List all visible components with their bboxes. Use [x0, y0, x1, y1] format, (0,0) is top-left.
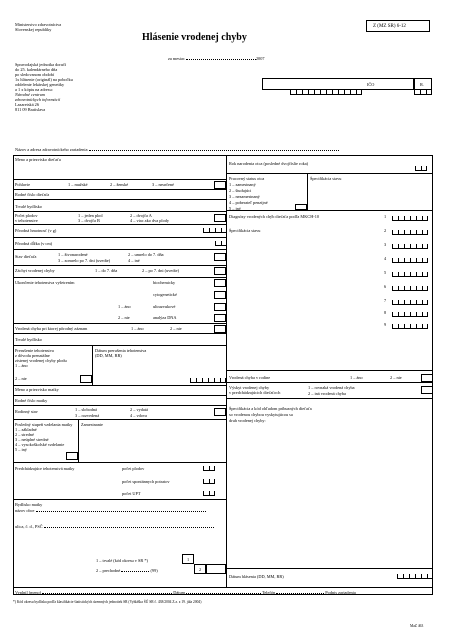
exposure-label: Výskyt vrodenej chyby — [229, 385, 270, 390]
termination-line: zistenej vrodenej chyby plodu — [15, 358, 67, 363]
instr-line: 811 09 Bratislava — [15, 107, 46, 112]
death-date-label: Záchyt vrodenej chyby — [15, 268, 55, 273]
extra-label: R. — [420, 82, 424, 87]
residence-2-label: Trvalé bydlisko — [15, 337, 42, 342]
congenital-option[interactable]: 2 – nie — [170, 326, 182, 331]
diagnosis-row-number: 2 — [384, 228, 387, 233]
diagnosis-spec-label: Špecifikácia stavu — [229, 228, 261, 233]
diagnosis-cells[interactable] — [392, 230, 428, 235]
filled-by-row[interactable]: Vyplnil (meno) Dátum Telefón Podpis zariadenia — [15, 590, 356, 595]
diagnosis-cells[interactable] — [392, 258, 428, 263]
autopsy-type: cytogenetické — [153, 292, 177, 297]
diagnosis-row-number: 6 — [384, 284, 387, 289]
marital-option[interactable]: 1 – slobodná — [75, 407, 97, 412]
instr-line: Lazaretská 26 — [15, 102, 39, 107]
pregnancy-type: počet spontánnych potratov — [122, 479, 170, 484]
consanguinity-label: Vrodená chyba v rodine — [229, 375, 271, 380]
page-title: Hlásenie vrodenej chyby — [142, 32, 247, 43]
termination-option[interactable]: 2 – nie — [15, 376, 27, 381]
termination-label: Prerušenie tehotenstva — [15, 348, 54, 353]
mother-residence-line-2[interactable]: 2 – prechodné (99) — [96, 568, 158, 573]
diagnosis-row-number: 8 — [384, 310, 387, 315]
father-option[interactable]: 3 – nezamestnaný — [229, 194, 260, 199]
births-count-label-2: v tehotenstve — [15, 218, 38, 223]
instr-line: Národné centrum — [15, 92, 46, 97]
ico-label: IČO — [367, 82, 375, 87]
death-option[interactable]: 2 – po 7. dni (uvedte) — [142, 268, 179, 273]
education-option[interactable]: 3 – neúplné stredné — [15, 437, 49, 442]
education-label: Posledný stupeň vzdelania matky — [15, 422, 73, 427]
births-option[interactable]: 2 – dvojča A — [130, 213, 152, 218]
father-status-label: Pracovný status otca — [229, 176, 265, 181]
autopsy-label: Ukončenie tehotenstva vyšetrením — [15, 280, 75, 285]
birth-year-label: Rok narodenia otca (posledné dvojčíslie roka) — [229, 161, 309, 166]
termination-date-label: Dátum prerušenia tehotenstva — [95, 348, 147, 353]
footnote: *) Kód okresu bydliska podľa klasifikácie štatistických územných jednotiek SR (Vyhláška ŠÚ SR č. 438/2004 Z.z. z 19. júla 2004) — [13, 600, 202, 604]
diagnosis-label: Diagnózy vrodených chýb dieťaťa podľa MKCH-10 — [229, 214, 320, 219]
reporter-label: Názov a adresa zdravotníckeho zariadenia — [15, 147, 339, 152]
report-date-cells[interactable] — [397, 574, 433, 579]
diagnosis-row-number: 7 — [384, 298, 387, 303]
father-spec-label: Špecifikácia stavu — [310, 176, 342, 181]
extra-cells[interactable] — [414, 90, 432, 95]
congenital-option[interactable]: 1 – áno — [131, 326, 144, 331]
congenital-label: Vrodená chyba pri ktorej pôrodný záznam — [15, 326, 88, 331]
marital-option[interactable]: 3 – rozvedená — [75, 413, 100, 418]
instr-line: 1x hlásenie (originál) na pobočku — [15, 77, 73, 82]
diagnosis-cells[interactable] — [392, 244, 428, 249]
diagnosis-row-number: 3 — [384, 242, 387, 247]
mother-name-label: Meno a priezvisko matky — [15, 387, 59, 392]
status-option[interactable]: 3 – zomrelo po 7. dni (uvedte) — [58, 258, 111, 263]
birth-year-cells[interactable] — [415, 166, 427, 171]
father-option[interactable]: 5 – iný — [229, 206, 241, 211]
status-option[interactable]: 2 – umrelo do 7. dňa — [128, 252, 164, 257]
pregnancy-cells[interactable] — [203, 466, 215, 471]
exposure-label-2: v predchádzajúcich dieťaťoch — [229, 390, 281, 395]
termination-line: z dôvodu prenatálne — [15, 353, 50, 358]
form-code: Z (MZ SR) 6-12 — [373, 24, 406, 29]
sex-option[interactable]: 3 – neurčené — [152, 182, 174, 187]
diagnosis-row-number: 4 — [384, 256, 387, 261]
sex-option[interactable]: 1 – mužské — [68, 182, 88, 187]
marital-option[interactable]: 4 – vdova — [130, 413, 147, 418]
exposure-option[interactable]: 2 – iná vrodená chyba — [308, 391, 346, 396]
births-count-label: Počet plodov — [15, 213, 38, 218]
diagnosis-cells[interactable] — [392, 286, 428, 291]
autopsy-type: analýza DNA — [153, 315, 177, 320]
education-option[interactable]: 5 – iný — [15, 447, 27, 452]
termination-date-cells[interactable] — [190, 378, 226, 383]
consanguinity-option[interactable]: 2 – nie — [390, 375, 402, 380]
address-line-1[interactable]: názov obce — [15, 508, 206, 513]
father-option[interactable]: 1 – zamestnaný — [229, 182, 256, 187]
occupation-label: Zamestnanie — [81, 422, 103, 427]
ministry-line-1: Ministerstvo zdravotníctva — [15, 22, 62, 27]
birth-weight-cells[interactable] — [203, 228, 227, 233]
child-id-label: Rodné číslo dieťaťa — [15, 192, 50, 197]
instr-line: do 25. kalendárneho dňa — [15, 67, 58, 72]
autopsy-type: ultrazvukové — [153, 304, 176, 309]
marital-option[interactable]: 2 – vydatá — [130, 407, 148, 412]
period-label: za mesiac 2007 — [168, 56, 265, 61]
sex-label: Pohlavie — [15, 182, 31, 187]
exposure-option[interactable]: 1 – rovnaká vrodená chyba — [308, 385, 355, 390]
spec-text-3: druh vrodenej chyby: — [229, 418, 266, 423]
father-option[interactable]: 4 – poberateľ penzijné — [229, 200, 268, 205]
education-option[interactable]: 2 – stredné — [15, 432, 34, 437]
sex-option[interactable]: 2 – ženské — [110, 182, 129, 187]
pregnancy-type: počet plodov — [122, 466, 145, 471]
instr-line: Spravodajská jednotka doručí — [15, 62, 67, 67]
ico-cells[interactable] — [290, 90, 362, 95]
report-date-label: Dátum hlásenia (DD, MM, RR) — [229, 574, 284, 579]
instr-line: a 1 x kópiu na adresu: — [15, 87, 53, 92]
extra-box[interactable] — [414, 78, 432, 90]
page-code: MaZ 463 — [410, 624, 424, 628]
instr-line: oddelenie lekárskej genetiky — [15, 82, 65, 87]
status-option[interactable]: 1 – živonarodené — [58, 252, 88, 257]
pregnancy-cells[interactable] — [203, 491, 215, 496]
pregnancy-cells[interactable] — [203, 479, 215, 484]
birth-weight-label: Pôrodná hmotnosť (v g) — [15, 228, 57, 233]
births-option[interactable]: 4 – viac ako dva plody — [130, 218, 170, 223]
ministry-line-2: Slovenskej republiky — [15, 27, 52, 32]
births-option[interactable]: 1 – jeden plod — [78, 213, 103, 218]
child-name-label: Meno a priezvisko dieťaťa — [15, 157, 61, 162]
diagnosis-cells[interactable] — [392, 272, 428, 277]
form-code-box — [366, 20, 430, 32]
marital-label: Rodinný stav — [15, 409, 38, 414]
education-option[interactable]: 1 – základné — [15, 427, 37, 432]
consanguinity-option[interactable]: 1 – áno — [350, 375, 363, 380]
termination-option[interactable]: 1 – áno — [15, 363, 28, 368]
mother-id-label: Rodné číslo matky — [15, 398, 48, 403]
births-option[interactable]: 3 – dvojča B — [78, 218, 100, 223]
mother-residence-line-1[interactable]: 1 – trvalé (kód okresu v SR *) — [96, 558, 148, 563]
diagnosis-row-number: 9 — [384, 322, 387, 327]
education-option[interactable]: 4 – vysokoškolské vzdelanie — [15, 442, 65, 447]
status-label: Stav dieťaťa — [15, 254, 37, 259]
status-option[interactable]: 4 – iné — [128, 258, 140, 263]
autopsy-type: biochemicky — [153, 280, 176, 285]
spec-text-2: so vrodenou chybou vyskytujúcou sa — [229, 412, 293, 417]
birth-length-cells[interactable] — [215, 241, 227, 246]
address-line-2[interactable]: ulica, č. d., PSČ — [15, 524, 214, 529]
autopsy-option[interactable]: 2 – nie — [118, 315, 130, 320]
diagnosis-cells[interactable] — [392, 216, 428, 221]
diagnosis-row-number: 5 — [384, 270, 387, 275]
ico-box[interactable] — [262, 78, 414, 90]
instr-line: po sledovanom období — [15, 72, 55, 77]
box-number: 1 — [187, 557, 190, 562]
diagnosis-cells[interactable] — [392, 324, 428, 329]
termination-date-format: (DD, MM, RR) — [95, 353, 122, 358]
diagnosis-row-number: 1 — [384, 214, 387, 219]
autopsy-option[interactable]: 1 – áno — [118, 304, 131, 309]
death-option[interactable]: 1 – do 7. dňa — [95, 268, 118, 273]
diagnosis-cells[interactable] — [392, 312, 428, 317]
pregnancy-type: počet UPT — [122, 491, 141, 496]
residence-label: Trvalé bydlisko — [15, 204, 42, 209]
address-label: Bydlisko matky — [15, 502, 43, 507]
instr-line: zdravotníckych informácií — [15, 97, 60, 102]
diagnosis-cells[interactable] — [392, 300, 428, 305]
spec-text-1: Špecifikácia a kód ohľadom príbuzných dieťaťa — [229, 406, 312, 411]
birth-length-label: Pôrodná dĺžka (v cm) — [15, 241, 53, 246]
father-option[interactable]: 2 – študujúci — [229, 188, 252, 193]
pregnancies-label: Predchádzajúce tehotenstvá matky — [15, 466, 75, 471]
box-number: 2 — [199, 567, 202, 572]
